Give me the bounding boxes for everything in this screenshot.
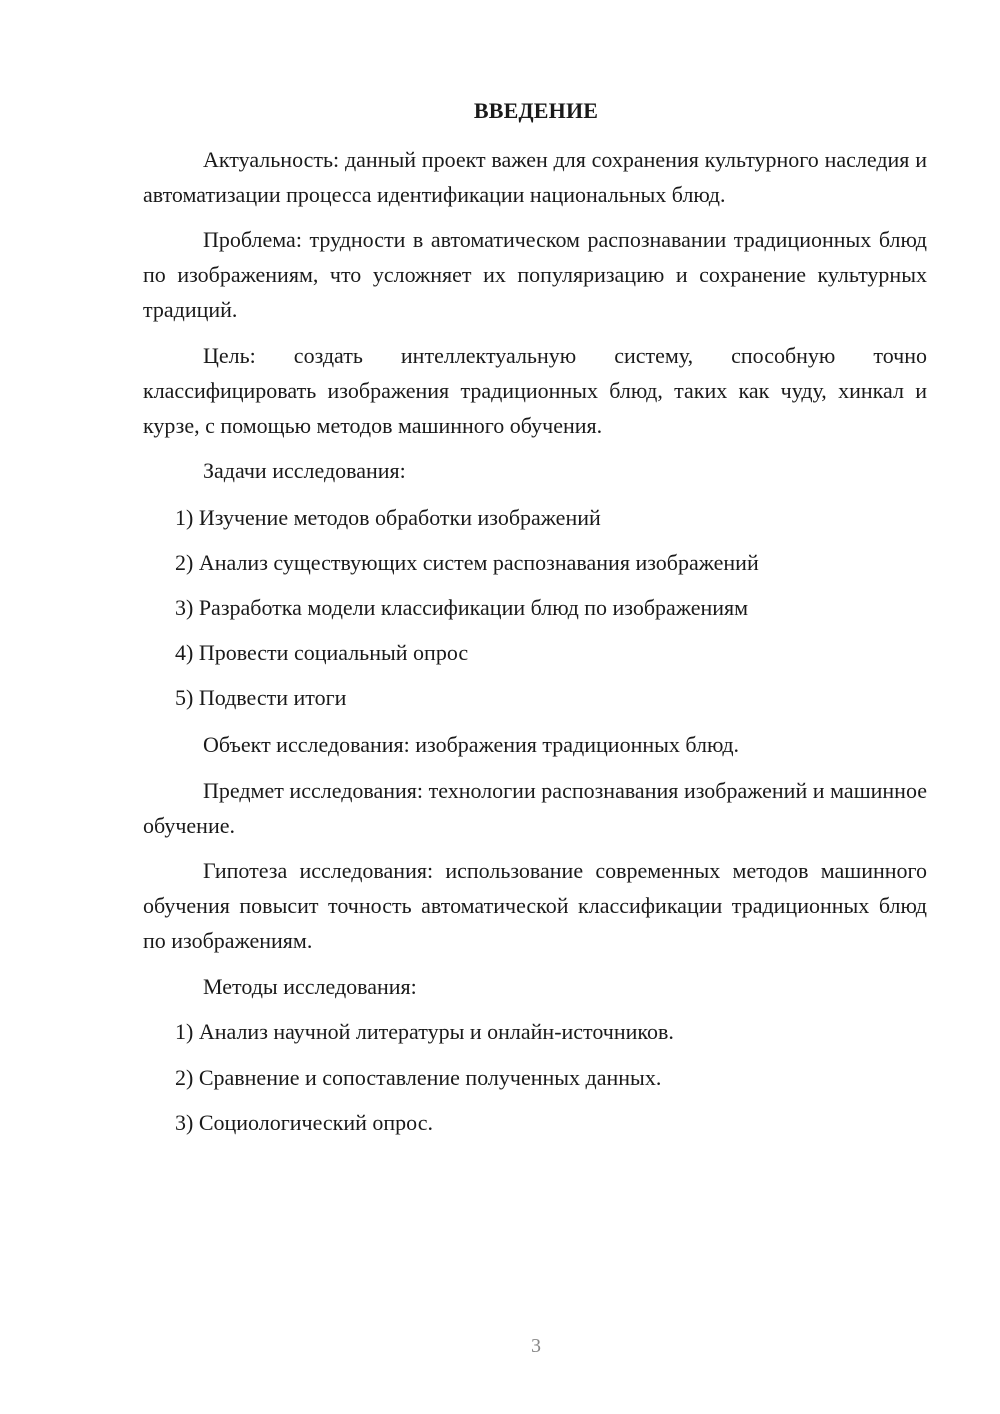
subject-paragraph: Предмет исследования: технологии распознавания изображений и машинное обучение. [143, 778, 927, 838]
object-paragraph: Объект исследования: изображения традиционных блюд. [203, 732, 740, 757]
problem-paragraph: Проблема: трудности в автоматическом распознавании традиционных блюд по изображениям, что усложняет их популяризацию и сохранение культурных традиций. [143, 227, 927, 322]
method-item: 3) Социологический опрос. [175, 1110, 433, 1135]
relevance-paragraph: Актуальность: данный проект важен для сохранения культурного наследия и автоматизации процесса идентификации национальных блюд. [143, 147, 927, 207]
task-item: 2) Анализ существующих систем распознавания изображений [175, 550, 759, 575]
methods-heading: Методы исследования: [203, 974, 417, 999]
hypothesis-paragraph: Гипотеза исследования: использование современных методов машинного обучения повысит точность автоматической классификации традиционных блюд по изображениям. [143, 858, 927, 953]
method-item: 1) Анализ научной литературы и онлайн-источников. [175, 1019, 674, 1044]
method-item: 2) Сравнение и сопоставление полученных данных. [175, 1065, 662, 1090]
page-number: 3 [531, 1335, 541, 1357]
goal-paragraph: Цель: создать интеллектуальную систему, способную точно классифицировать изображения традиционных блюд, таких как чуду, хинкал и курзе, с помощью методов машинного обучения. [143, 343, 927, 438]
task-item: 1) Изучение методов обработки изображений [175, 505, 601, 530]
task-item: 3) Разработка модели классификации блюд по изображениям [175, 595, 749, 620]
tasks-heading: Задачи исследования: [203, 458, 406, 483]
task-item: 4) Провести социальный опрос [175, 640, 469, 665]
task-item: 5) Подвести итоги [175, 685, 347, 710]
section-heading: ВВЕДЕНИЕ [473, 98, 599, 123]
